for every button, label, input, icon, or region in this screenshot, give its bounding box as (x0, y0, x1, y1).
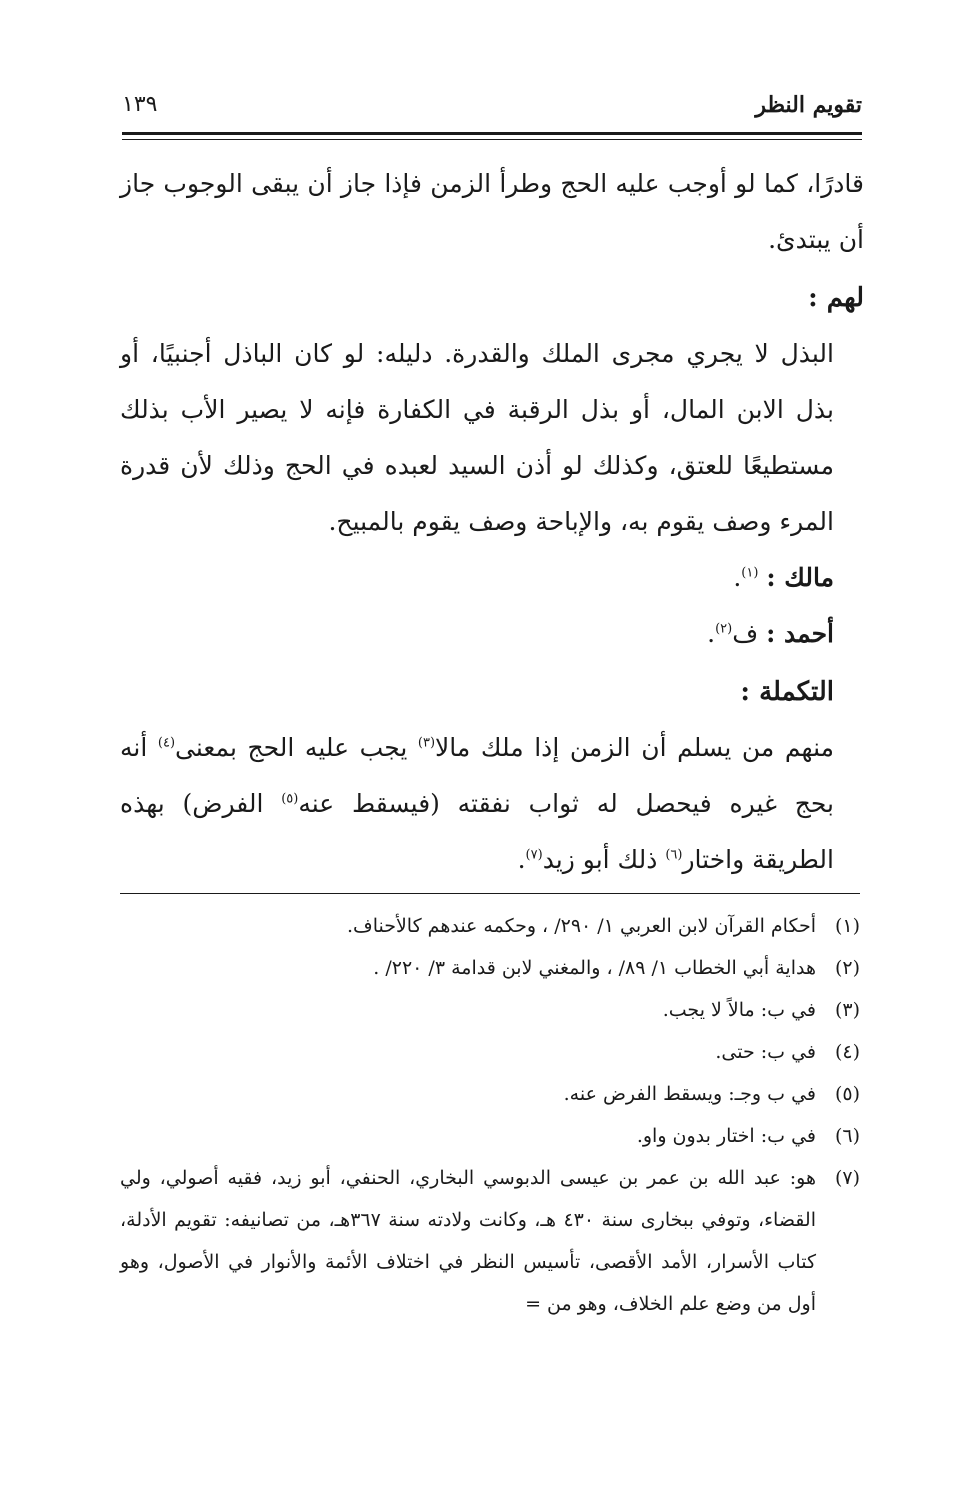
footnote-text: في ب: اختار بدون واو. (636, 1125, 816, 1147)
p3-part-e: ذلك أبو زيد (542, 845, 666, 874)
footnote-ref-1: (١) (741, 565, 759, 581)
footnote-ref-7: (٧) (525, 847, 543, 863)
footnote-number: (٧) (834, 1167, 860, 1189)
heading-lahum: لهم : (808, 283, 864, 313)
footnote-separator (120, 893, 860, 894)
footnote-number: (٥) (834, 1083, 860, 1105)
footnote-3 (120, 989, 860, 1031)
ahmad-line (120, 606, 864, 662)
footnote-text: هو: عبد الله بن عمر بن عيسى الدبوسي البخاري، الحنفي، أبو زيد، فقيه أصولي، ولي القضاء، وتوفي ببخارى سنة ٤٣٠ هـ، وكانت ولادته سنة ٣٦٧هـ، من تصانيفه: تقويم الأدلة، كتاب الأسرار، الأمد الأقصى، تأسيس النظر في اختلاف الأئمة والأنوار في الأصول، وهو أول من وضع علم الخلاف، وهو من = (120, 1167, 816, 1315)
header-rule-thick (122, 132, 862, 135)
p3-part-d: الفرض) بهذه الطريقة واختار (120, 789, 834, 874)
paragraph-1: قادرًا، كما لو أوجب عليه الحج وطرأ الزمن فإذا جاز أن يبقى الوجوب جاز أن يبتدئ. (120, 169, 864, 254)
p3-part-b: يجب عليه الحج بمعنى (175, 733, 418, 762)
footnote-4 (120, 1031, 860, 1073)
footnote-number: (٤) (834, 1041, 860, 1063)
paragraph-2: البذل لا يجري مجرى الملك والقدرة. دليله: لو كان الباذل أجنبيًا، أو بذل الابن المال، أو بذل الرقبة في الكفارة فإنه لا يصير الأب بذلك مستطيعًا للعتق، وكذلك لو أذن السيد لعبده في الحج وذلك لأن قدرة المرء وصف يقوم به، والإباحة وصف يقوم بالمبيح. (120, 339, 834, 536)
heading-takmila: التكملة : (740, 677, 834, 707)
malik-line (120, 550, 864, 606)
footnotes (120, 905, 860, 1325)
footnote-number: (١) (834, 915, 860, 937)
footnote-text: هداية أبي الخطاب ١/ ٨٩/ ، والمغني لابن قدامة ٣/ ٢٢٠/ . (373, 957, 816, 979)
footnote-5 (120, 1073, 860, 1115)
footnote-ref-5: (٥) (281, 791, 299, 807)
footnote-number: (٦) (834, 1125, 860, 1147)
footnote-2 (120, 947, 860, 989)
footnote-1 (120, 905, 860, 947)
footnote-ref-2: (٢) (715, 621, 733, 637)
footnote-number: (٣) (834, 999, 860, 1021)
footnote-ref-3: (٣) (417, 735, 436, 751)
footnote-number: (٢) (834, 957, 860, 979)
ahmad-label: أحمد : (766, 619, 834, 648)
header-rule-thin (122, 139, 862, 140)
footnote-6 (120, 1115, 860, 1157)
malik-tail: . (733, 563, 742, 592)
page-number: ١٣٩ (122, 92, 158, 117)
p3-part-f: . (517, 845, 526, 874)
footnote-ref-4: (٤) (157, 735, 176, 751)
footnote-text: أحكام القرآن لابن العربي ١/ ٢٩٠/ ، وحكمه عندهم كالأحناف. (346, 915, 816, 937)
main-text (120, 156, 864, 888)
footnote-7 (120, 1157, 860, 1325)
footnote-text: في ب وجـ: ويسقط الفرض عنه. (563, 1083, 816, 1105)
footnote-ref-6: (٦) (665, 847, 683, 863)
malik-label: مالك : (766, 563, 834, 592)
running-title: تقويم النظر (755, 92, 862, 118)
p3-part-a: منهم من يسلم أن الزمن إذا ملك مالا (435, 733, 834, 762)
running-header (122, 92, 862, 132)
p3-part-c: أنه بحج غيره فيحصل له ثواب نفقته (فيسقط عنه (120, 733, 834, 818)
ahmad-tail: . (707, 619, 716, 648)
paragraph-3 (120, 720, 864, 888)
footnote-text: في ب: حتى. (715, 1041, 816, 1063)
ahmad-text: ف (732, 619, 759, 648)
footnote-text: في ب: مالاً لا يجب. (662, 999, 816, 1021)
